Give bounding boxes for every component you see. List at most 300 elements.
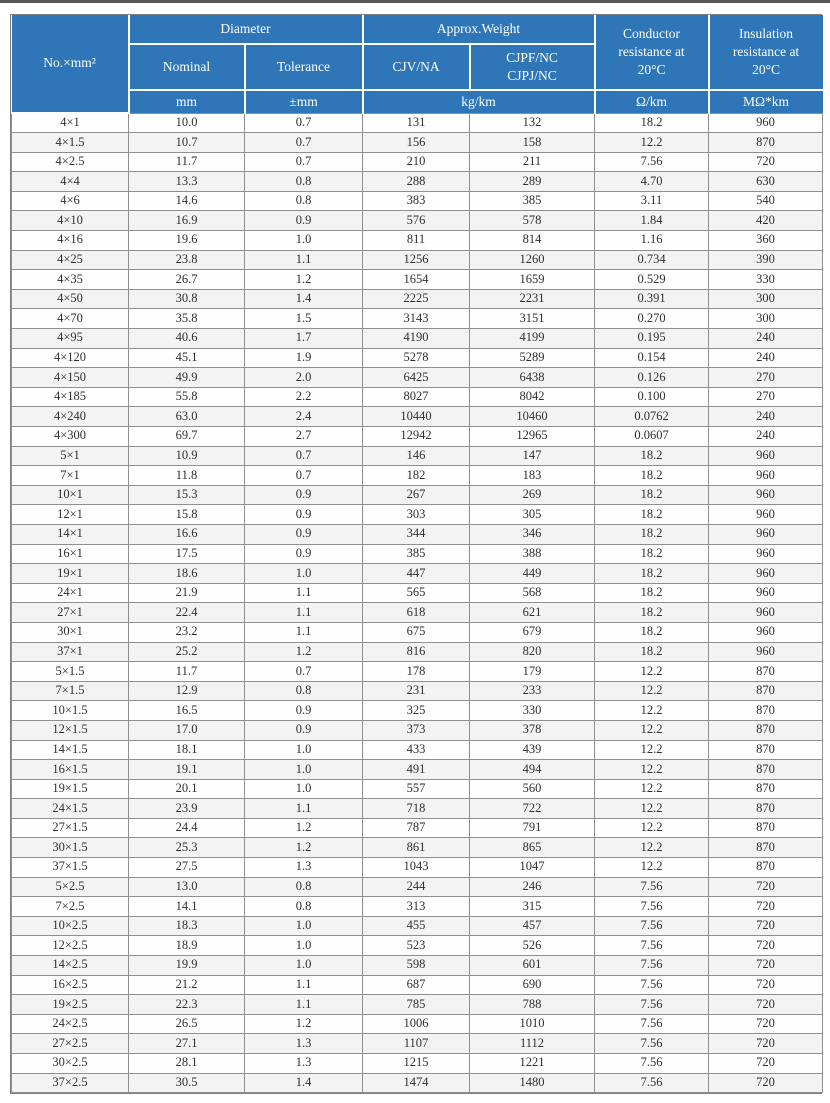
cell: 960: [709, 642, 823, 662]
cell: 870: [709, 720, 823, 740]
table-row: [12, 113, 823, 133]
cell: 210: [363, 152, 470, 172]
cell: 240: [709, 427, 823, 447]
cell: 35.8: [129, 309, 245, 329]
cell: 18.2: [595, 583, 709, 603]
table-row: [12, 720, 823, 740]
cell: 18.2: [595, 485, 709, 505]
table-row: [12, 564, 823, 584]
cell: 12×1: [12, 505, 129, 525]
cell: 0.100: [595, 387, 709, 407]
cell: 5278: [363, 348, 470, 368]
table-row: [12, 270, 823, 290]
cell: 30×1: [12, 622, 129, 642]
cell: 179: [470, 662, 595, 682]
cell: 0.7: [245, 446, 363, 466]
cell: 870: [709, 740, 823, 760]
cell: 720: [709, 152, 823, 172]
table-row: [12, 936, 823, 956]
cell: 1.0: [245, 564, 363, 584]
cell: 7×1.5: [12, 681, 129, 701]
cell: 0.9: [245, 211, 363, 231]
cell: 1.0: [245, 936, 363, 956]
cell: 15.3: [129, 485, 245, 505]
table-row: [12, 250, 823, 270]
cell: 19×2.5: [12, 995, 129, 1015]
cell: 378: [470, 720, 595, 740]
cell: 7.56: [595, 956, 709, 976]
cell: 720: [709, 995, 823, 1015]
cell: 0.529: [595, 270, 709, 290]
cell: 14×2.5: [12, 956, 129, 976]
cell: 960: [709, 603, 823, 623]
cell: 344: [363, 524, 470, 544]
cell: 10.0: [129, 113, 245, 133]
cell: 10×1.5: [12, 701, 129, 721]
cell: 25.3: [129, 838, 245, 858]
unit-insulation-mohm-km: MΩ*km: [709, 90, 823, 113]
cell: 27×1: [12, 603, 129, 623]
cell: 18.2: [595, 446, 709, 466]
cell: 960: [709, 485, 823, 505]
table-row: [12, 211, 823, 231]
cell: 598: [363, 956, 470, 976]
cell: 1.3: [245, 858, 363, 878]
cell: 1.2: [245, 1014, 363, 1034]
header-row-groups: [12, 15, 823, 44]
cell: 870: [709, 133, 823, 153]
cell: 870: [709, 662, 823, 682]
cell: 18.2: [595, 642, 709, 662]
cell: 385: [363, 544, 470, 564]
cell: 233: [470, 681, 595, 701]
table-row: [12, 368, 823, 388]
cell: 4×120: [12, 348, 129, 368]
cell: 18.2: [595, 564, 709, 584]
cell: 4×16: [12, 231, 129, 251]
cell: 15.8: [129, 505, 245, 525]
unit-nominal-mm: mm: [129, 90, 245, 113]
cell: 0.270: [595, 309, 709, 329]
cell: 1.16: [595, 231, 709, 251]
cell: 16.5: [129, 701, 245, 721]
cell: 14.6: [129, 191, 245, 211]
table-header: [12, 15, 823, 113]
table-row: [12, 446, 823, 466]
cell: 557: [363, 779, 470, 799]
cell: 37×1: [12, 642, 129, 662]
cell: 12×2.5: [12, 936, 129, 956]
cell: 960: [709, 505, 823, 525]
cell: 0.9: [245, 720, 363, 740]
table-row: [12, 544, 823, 564]
cell: 7.56: [595, 995, 709, 1015]
table-row: [12, 1073, 823, 1093]
cell: 7.56: [595, 152, 709, 172]
cell: 17.5: [129, 544, 245, 564]
cell: 0.154: [595, 348, 709, 368]
cell: 0.8: [245, 191, 363, 211]
cell: 25.2: [129, 642, 245, 662]
cell: 1.3: [245, 1054, 363, 1074]
cell: 360: [709, 231, 823, 251]
table-row: [12, 975, 823, 995]
cell: 30.5: [129, 1073, 245, 1093]
cell: 12.2: [595, 818, 709, 838]
cell: 231: [363, 681, 470, 701]
cell: 788: [470, 995, 595, 1015]
cell: 4×70: [12, 309, 129, 329]
cell: 0.0762: [595, 407, 709, 427]
table-row: [12, 877, 823, 897]
cell: 18.9: [129, 936, 245, 956]
table-row: [12, 1014, 823, 1034]
table-row: [12, 779, 823, 799]
cell: 785: [363, 995, 470, 1015]
cell: 30×1.5: [12, 838, 129, 858]
cell: 267: [363, 485, 470, 505]
cell: 12×1.5: [12, 720, 129, 740]
cell: 4×4: [12, 172, 129, 192]
cell: 55.8: [129, 387, 245, 407]
cell: 1.7: [245, 329, 363, 349]
cell: 1.9: [245, 348, 363, 368]
cell: 720: [709, 956, 823, 976]
cell: 1221: [470, 1054, 595, 1074]
cell: 2.4: [245, 407, 363, 427]
cell: 37×2.5: [12, 1073, 129, 1093]
unit-weight-kg-km: kg/km: [363, 90, 595, 113]
cell: 2231: [470, 289, 595, 309]
cell: 4×150: [12, 368, 129, 388]
cell: 10×1: [12, 485, 129, 505]
cell: 4190: [363, 329, 470, 349]
cell: 18.2: [595, 466, 709, 486]
cell: 1.1: [245, 583, 363, 603]
table-row: [12, 289, 823, 309]
cell: 7.56: [595, 936, 709, 956]
cell: 26.5: [129, 1014, 245, 1034]
cell: 289: [470, 172, 595, 192]
cell: 4×10: [12, 211, 129, 231]
cell: 960: [709, 564, 823, 584]
cell: 0.8: [245, 681, 363, 701]
cell: 240: [709, 329, 823, 349]
cell: 12942: [363, 427, 470, 447]
table-row: [12, 348, 823, 368]
cell: 526: [470, 936, 595, 956]
cable-spec-table: [11, 15, 823, 1093]
table-row: [12, 466, 823, 486]
cell: 690: [470, 975, 595, 995]
cell: 7×1: [12, 466, 129, 486]
cell: 313: [363, 897, 470, 917]
cell: 12.2: [595, 701, 709, 721]
cell: 300: [709, 309, 823, 329]
cell: 18.2: [595, 622, 709, 642]
cell: 16×1.5: [12, 760, 129, 780]
cell: 19.6: [129, 231, 245, 251]
cell: 17.0: [129, 720, 245, 740]
cell: 22.4: [129, 603, 245, 623]
cell: 960: [709, 544, 823, 564]
cell: 303: [363, 505, 470, 525]
cell: 865: [470, 838, 595, 858]
cell: 325: [363, 701, 470, 721]
table-row: [12, 505, 823, 525]
cell: 6438: [470, 368, 595, 388]
cell: 8042: [470, 387, 595, 407]
cell: 24.4: [129, 818, 245, 838]
cell: 373: [363, 720, 470, 740]
cell: 433: [363, 740, 470, 760]
cell: 870: [709, 818, 823, 838]
cell: 4×1.5: [12, 133, 129, 153]
cell: 18.2: [595, 505, 709, 525]
cell: 960: [709, 622, 823, 642]
cell: 7.56: [595, 1054, 709, 1074]
cell: 24×1.5: [12, 799, 129, 819]
cell: 0.8: [245, 897, 363, 917]
cell: 16×2.5: [12, 975, 129, 995]
cell: 1107: [363, 1034, 470, 1054]
table-row: [12, 995, 823, 1015]
cell: 269: [470, 485, 595, 505]
cell: 0.9: [245, 524, 363, 544]
cell: 383: [363, 191, 470, 211]
cell: 131: [363, 113, 470, 133]
cell: 814: [470, 231, 595, 251]
cell: 1.0: [245, 779, 363, 799]
cell: 7.56: [595, 916, 709, 936]
cell: 1047: [470, 858, 595, 878]
cell: 27×2.5: [12, 1034, 129, 1054]
cell: 2.7: [245, 427, 363, 447]
cell: 19.9: [129, 956, 245, 976]
cell: 4×240: [12, 407, 129, 427]
cell: 601: [470, 956, 595, 976]
cell: 1215: [363, 1054, 470, 1074]
cell: 722: [470, 799, 595, 819]
cell: 0.391: [595, 289, 709, 309]
table-row: [12, 701, 823, 721]
cell: 1.2: [245, 642, 363, 662]
cell: 12.2: [595, 760, 709, 780]
cell: 0.9: [245, 544, 363, 564]
cell: 30×2.5: [12, 1054, 129, 1074]
cell: 960: [709, 113, 823, 133]
cell: 7.56: [595, 975, 709, 995]
cell: 5289: [470, 348, 595, 368]
cell: 0.9: [245, 505, 363, 525]
cell: 791: [470, 818, 595, 838]
cell: 12.2: [595, 740, 709, 760]
cell: 18.2: [595, 544, 709, 564]
cell: 720: [709, 1073, 823, 1093]
cell: 0.195: [595, 329, 709, 349]
cell: 45.1: [129, 348, 245, 368]
cell: 1.84: [595, 211, 709, 231]
cell: 14×1.5: [12, 740, 129, 760]
cell: 2.2: [245, 387, 363, 407]
cell: 12965: [470, 427, 595, 447]
table-row: [12, 642, 823, 662]
cell: 439: [470, 740, 595, 760]
cell: 7.56: [595, 1034, 709, 1054]
cell: 14×1: [12, 524, 129, 544]
cell: 246: [470, 877, 595, 897]
cell: 1.1: [245, 995, 363, 1015]
cell: 1.2: [245, 818, 363, 838]
cell: 18.6: [129, 564, 245, 584]
cell: 1112: [470, 1034, 595, 1054]
cell: 1.0: [245, 916, 363, 936]
cell: 18.3: [129, 916, 245, 936]
cell: 11.7: [129, 152, 245, 172]
table-body: [12, 113, 823, 1093]
cell: 720: [709, 897, 823, 917]
cell: 1.1: [245, 975, 363, 995]
cell: 16×1: [12, 544, 129, 564]
cell: 720: [709, 916, 823, 936]
table-row: [12, 858, 823, 878]
cell: 28.1: [129, 1054, 245, 1074]
top-rule: [0, 0, 830, 3]
cell: 675: [363, 622, 470, 642]
cell: 870: [709, 701, 823, 721]
cell: 288: [363, 172, 470, 192]
cell: 523: [363, 936, 470, 956]
cell: 18.2: [595, 113, 709, 133]
cell: 388: [470, 544, 595, 564]
cell: 13.3: [129, 172, 245, 192]
cell: 12.2: [595, 858, 709, 878]
table-row: [12, 172, 823, 192]
cell: 146: [363, 446, 470, 466]
cell: 182: [363, 466, 470, 486]
cell: 7.56: [595, 897, 709, 917]
cell: 12.2: [595, 720, 709, 740]
cell: 1.1: [245, 250, 363, 270]
cell: 11.8: [129, 466, 245, 486]
table-row: [12, 662, 823, 682]
header-conductor-resistance: Conductor resistance at 20°C: [595, 15, 709, 90]
cell: 1.1: [245, 622, 363, 642]
cell: 305: [470, 505, 595, 525]
cell: 2.0: [245, 368, 363, 388]
header-cjv-na: CJV/NA: [363, 44, 470, 90]
cell: 7.56: [595, 1014, 709, 1034]
cell: 1.2: [245, 838, 363, 858]
cell: 7×2.5: [12, 897, 129, 917]
cell: 1.0: [245, 231, 363, 251]
cell: 16.6: [129, 524, 245, 544]
cell: 1.1: [245, 603, 363, 623]
table-row: [12, 818, 823, 838]
cell: 26.7: [129, 270, 245, 290]
cell: 4×50: [12, 289, 129, 309]
cell: 687: [363, 975, 470, 995]
cell: 0.9: [245, 701, 363, 721]
cell: 10.7: [129, 133, 245, 153]
cell: 630: [709, 172, 823, 192]
cell: 718: [363, 799, 470, 819]
table-row: [12, 133, 823, 153]
cell: 870: [709, 779, 823, 799]
cell: 540: [709, 191, 823, 211]
cell: 2225: [363, 289, 470, 309]
header-diameter: Diameter: [129, 15, 363, 44]
cell: 4.70: [595, 172, 709, 192]
table-row: [12, 740, 823, 760]
cell: 870: [709, 858, 823, 878]
header-nominal: Nominal: [129, 44, 245, 90]
cell: 870: [709, 681, 823, 701]
cell: 12.2: [595, 133, 709, 153]
cell: 1010: [470, 1014, 595, 1034]
cell: 447: [363, 564, 470, 584]
cell: 12.2: [595, 799, 709, 819]
cell: 7.56: [595, 877, 709, 897]
cell: 4×300: [12, 427, 129, 447]
cell: 621: [470, 603, 595, 623]
cell: 1.0: [245, 760, 363, 780]
cell: 861: [363, 838, 470, 858]
cell: 69.7: [129, 427, 245, 447]
cell: 960: [709, 446, 823, 466]
cell: 147: [470, 446, 595, 466]
table-row: [12, 191, 823, 211]
header-no-mm2: No.×mm²: [12, 15, 129, 113]
cell: 24×2.5: [12, 1014, 129, 1034]
cell: 816: [363, 642, 470, 662]
table-row: [12, 622, 823, 642]
table-row: [12, 427, 823, 447]
cell: 0.8: [245, 877, 363, 897]
table-row: [12, 407, 823, 427]
cell: 1.5: [245, 309, 363, 329]
cell: 720: [709, 1014, 823, 1034]
cell: 21.9: [129, 583, 245, 603]
cell: 720: [709, 936, 823, 956]
cell: 24×1: [12, 583, 129, 603]
table-row: [12, 897, 823, 917]
cell: 12.2: [595, 681, 709, 701]
cell: 1.2: [245, 270, 363, 290]
cell: 156: [363, 133, 470, 153]
cell: 0.0607: [595, 427, 709, 447]
cell: 330: [709, 270, 823, 290]
cell: 4×6: [12, 191, 129, 211]
cell: 13.0: [129, 877, 245, 897]
table-row: [12, 838, 823, 858]
cell: 1260: [470, 250, 595, 270]
cell: 27.1: [129, 1034, 245, 1054]
cell: 14.1: [129, 897, 245, 917]
cell: 1659: [470, 270, 595, 290]
header-insulation-resistance: Insulation resistance at 20°C: [709, 15, 823, 90]
cell: 0.7: [245, 466, 363, 486]
header-approx-weight: Approx.Weight: [363, 15, 595, 44]
cell: 1.0: [245, 740, 363, 760]
cell: 12.2: [595, 662, 709, 682]
cell: 37×1.5: [12, 858, 129, 878]
cell: 4×35: [12, 270, 129, 290]
header-cjpf-cjpj: [470, 44, 595, 90]
cell: 23.2: [129, 622, 245, 642]
cell: 270: [709, 387, 823, 407]
cell: 158: [470, 133, 595, 153]
